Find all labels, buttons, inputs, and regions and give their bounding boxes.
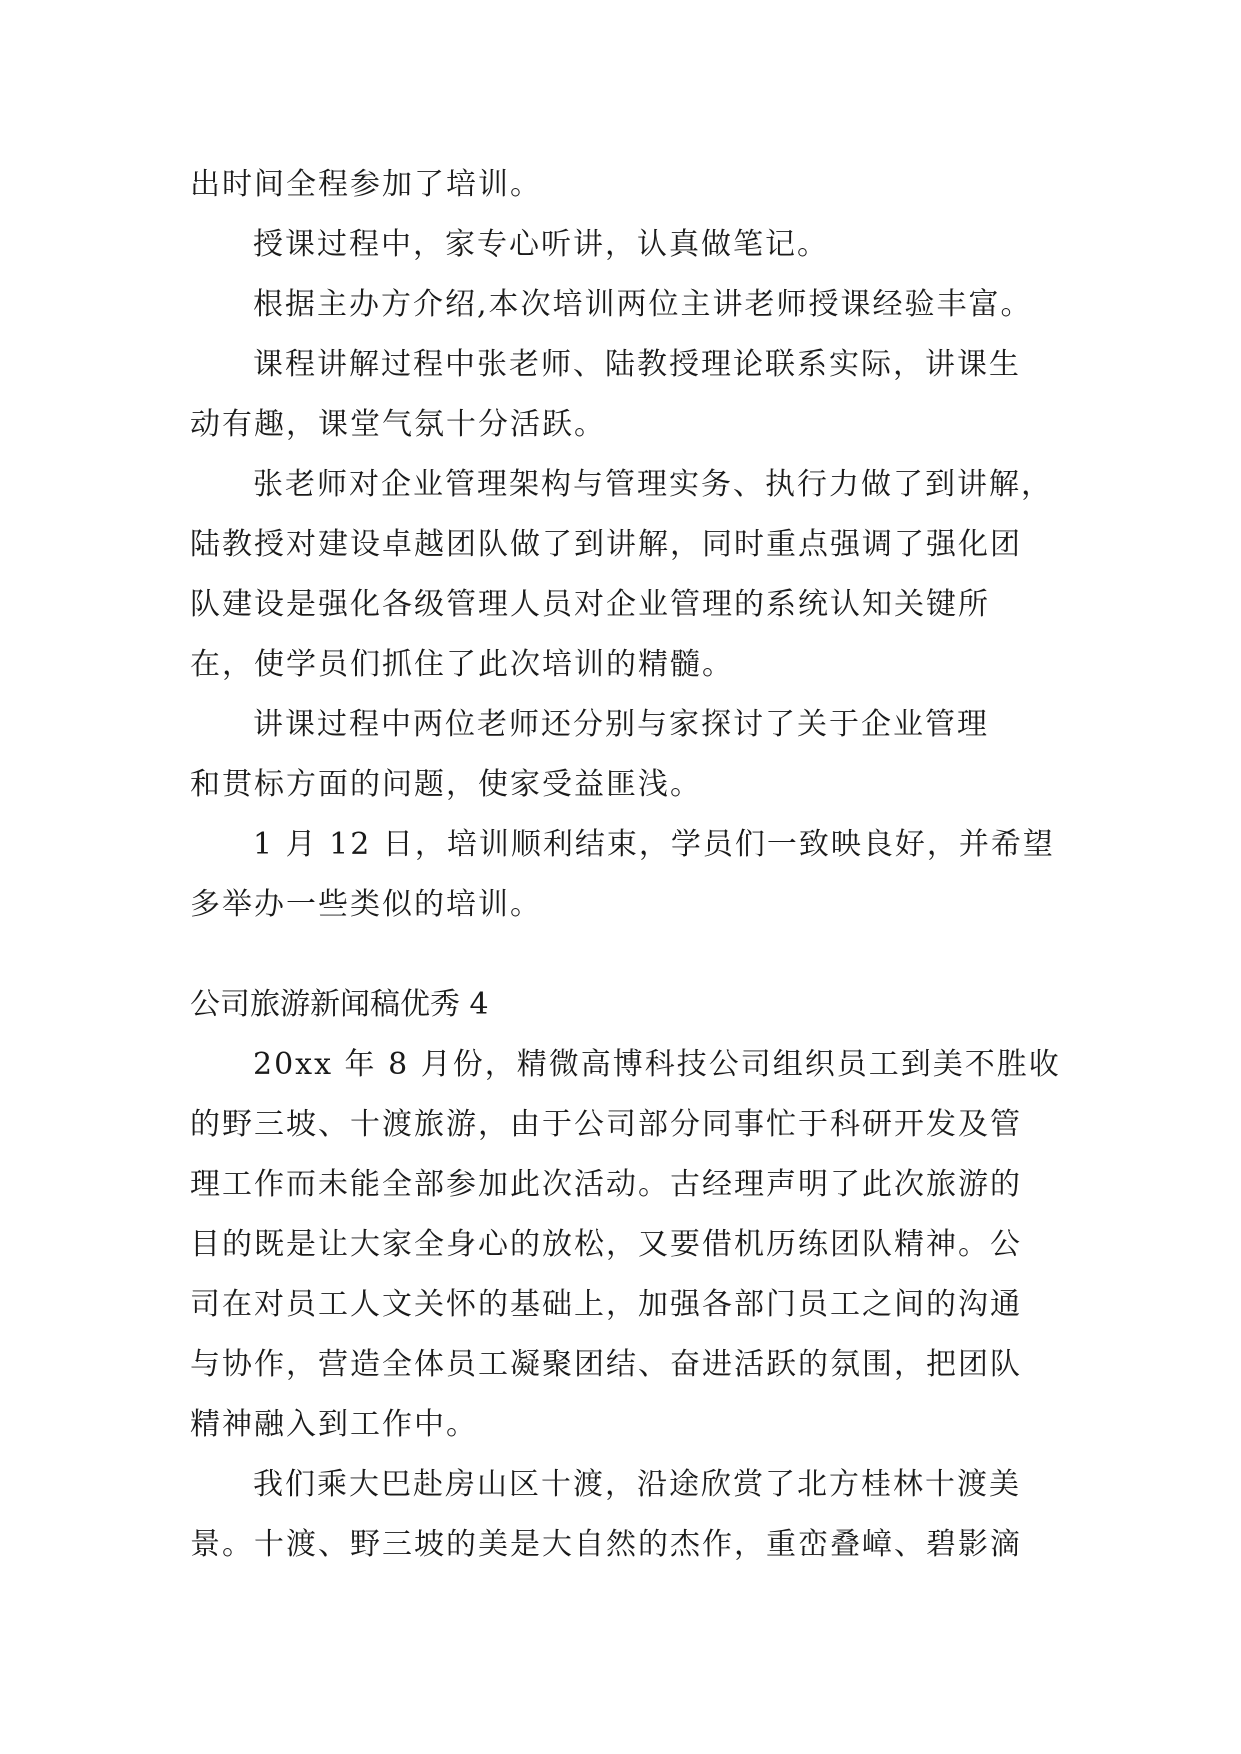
body-text-line: 20xx 年 8 月份，精微高博科技公司组织员工到美不胜收 xyxy=(253,1047,1061,1082)
body-text-line: 动有趣，课堂气氛十分活跃。 xyxy=(190,407,606,442)
body-text-line: 队建设是强化各级管理人员对企业管理的系统认知关键所 xyxy=(190,587,990,622)
body-text-line: 和贯标方面的问题，使家受益匪浅。 xyxy=(190,767,702,802)
section-heading: 公司旅游新闻稿优秀 4 xyxy=(190,987,489,1022)
body-text-line: 多举办一些类似的培训。 xyxy=(190,887,542,922)
body-text-line: 我们乘大巴赴房山区十渡，沿途欣赏了北方桂林十渡美 xyxy=(253,1467,1021,1502)
body-text-line: 在，使学员们抓住了此次培训的精髓。 xyxy=(190,647,734,682)
body-text-line: 景。十渡、野三坡的美是大自然的杰作，重峦叠嶂、碧影滴 xyxy=(190,1527,1022,1562)
body-text-line: 1 月 12 日，培训顺利结束，学员们一致映良好，并希望 xyxy=(253,827,1055,862)
body-text-line: 与协作，营造全体员工凝聚团结、奋进活跃的氛围，把团队 xyxy=(190,1347,1022,1382)
body-text-line: 讲课过程中两位老师还分别与家探讨了关于企业管理 xyxy=(253,707,989,742)
body-text-line: 的野三坡、十渡旅游，由于公司部分同事忙于科研开发及管 xyxy=(190,1107,1022,1142)
body-text-line: 目的既是让大家全身心的放松，又要借机历练团队精神。公 xyxy=(190,1227,1022,1262)
body-text-line: 理工作而未能全部参加此次活动。古经理声明了此次旅游的 xyxy=(190,1167,1022,1202)
body-text-line: 根据主办方介绍,本次培训两位主讲老师授课经验丰富。 xyxy=(253,287,1033,322)
body-text-line: 张老师对企业管理架构与管理实务、执行力做了到讲解， xyxy=(253,467,1053,502)
body-text-line: 精神融入到工作中。 xyxy=(190,1407,478,1442)
body-text-line: 陆教授对建设卓越团队做了到讲解，同时重点强调了强化团 xyxy=(190,527,1022,562)
body-text-line: 授课过程中，家专心听讲，认真做笔记。 xyxy=(253,227,829,262)
body-text-line: 出时间全程参加了培训。 xyxy=(190,167,542,202)
body-text-line: 司在对员工人文关怀的基础上，加强各部门员工之间的沟通 xyxy=(190,1287,1022,1322)
body-text-line: 课程讲解过程中张老师、陆教授理论联系实际，讲课生 xyxy=(253,347,1021,382)
